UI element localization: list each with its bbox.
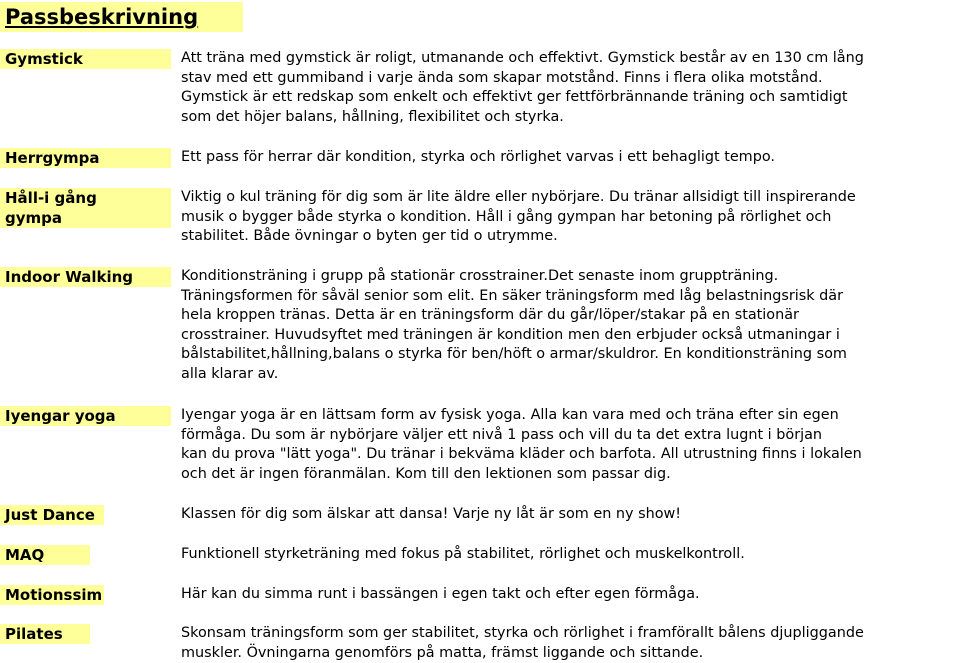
description-line: crosstrainer. Huvudsyftet med träningen är kondition men den erbjuder också utmaningar i — [181, 326, 840, 343]
class-name-line: gympa — [5, 209, 63, 227]
class-name: MAQ — [0, 545, 90, 565]
description-line: Iyengar yoga är en lättsam form av fysisk yoga. Alla kan vara med och träna efter sin egen — [181, 407, 839, 423]
class-name-line: Håll-i gång — [5, 189, 97, 207]
class-description — [181, 624, 956, 663]
class-name: Just Dance — [0, 505, 104, 525]
class-name: Indoor Walking — [0, 267, 171, 287]
description-line: bålstabilitet,hållning,balans o styrka för ben/höft o armar/skuldror. En konditionsträning som — [181, 346, 847, 362]
description-line: musik o bygger både styrka o kondition. Håll i gång gympan har betoning på rörlighet och — [181, 208, 832, 225]
description-line: Klassen för dig som älskar att dansa! Varje ny låt är som en ny show! — [181, 506, 682, 522]
description-line: Konditionsträning i grupp på stationär crosstrainer.Det senaste inom gruppträning. — [181, 268, 779, 284]
class-name: Herrgympa — [0, 148, 171, 168]
description-line: Träningsformen för såväl senior som elit. En säker träningsform med låg belastningsrisk där — [181, 287, 844, 304]
description-line: Skonsam träningsform som ger stabilitet, styrka och rörlighet i framförallt bålens djupliggande — [181, 625, 864, 641]
class-description — [181, 188, 956, 247]
class-description — [181, 585, 956, 605]
class-description — [181, 49, 956, 127]
description-line: Gymstick är ett redskap som enkelt och effektivt ger fettförbrännande träning och samtidigt — [181, 89, 848, 105]
class-name: Iyengar yoga — [0, 406, 171, 426]
description-line: kan du prova "lätt yoga". Du tränar i bekväma kläder och barfota. All utrustning finns i lokalen — [181, 446, 862, 462]
class-name — [0, 188, 171, 228]
description-line: och det är ingen föranmälan. Kom till den lektionen som passar dig. — [181, 465, 671, 482]
description-line: Här kan du simma runt i bassängen i egen takt och efter egen förmåga. — [181, 586, 700, 602]
description-line: Ett pass för herrar där kondition, styrka och rörlighet varvas i ett behagligt tempo. — [181, 149, 775, 165]
class-description — [181, 406, 956, 484]
class-name: Motionssim — [0, 585, 104, 605]
description-line: Att träna med gymstick är roligt, utmanande och effektivt. Gymstick består av en 130 cm lång — [181, 50, 864, 66]
description-line: alla klarar av. — [181, 365, 279, 382]
page-title: Passbeskrivning — [0, 2, 243, 32]
description-line: muskler. Övningarna genomförs på matta, främst liggande och sittande. — [181, 644, 704, 661]
description-line: som det höjer balans, hållning, flexibilitet och styrka. — [181, 108, 564, 125]
description-line: Funktionell styrketräning med fokus på stabilitet, rörlighet och muskelkontroll. — [181, 546, 745, 562]
class-description — [181, 505, 956, 525]
class-description — [181, 267, 956, 384]
description-line: förmåga. Du som är nybörjare väljer ett nivå 1 pass och vill du ta det extra lugnt i början — [181, 426, 823, 443]
description-line: stabilitet. Både övningar o byten ger tid o utrymme. — [181, 228, 558, 244]
description-line: hela kroppen tränas. Detta är en träningsform där du går/löper/stakar på en stationär — [181, 307, 799, 323]
description-line: stav med ett gummiband i varje ända som skapar motstånd. Finns i flera olika motstånd. — [181, 69, 823, 86]
class-name: Gymstick — [0, 49, 171, 69]
class-name: Pilates — [0, 624, 90, 644]
class-description — [181, 148, 956, 168]
description-line: Viktig o kul träning för dig som är lite äldre eller nybörjare. Du tränar allsidigt till inspirerande — [181, 189, 856, 205]
class-description — [181, 545, 956, 565]
